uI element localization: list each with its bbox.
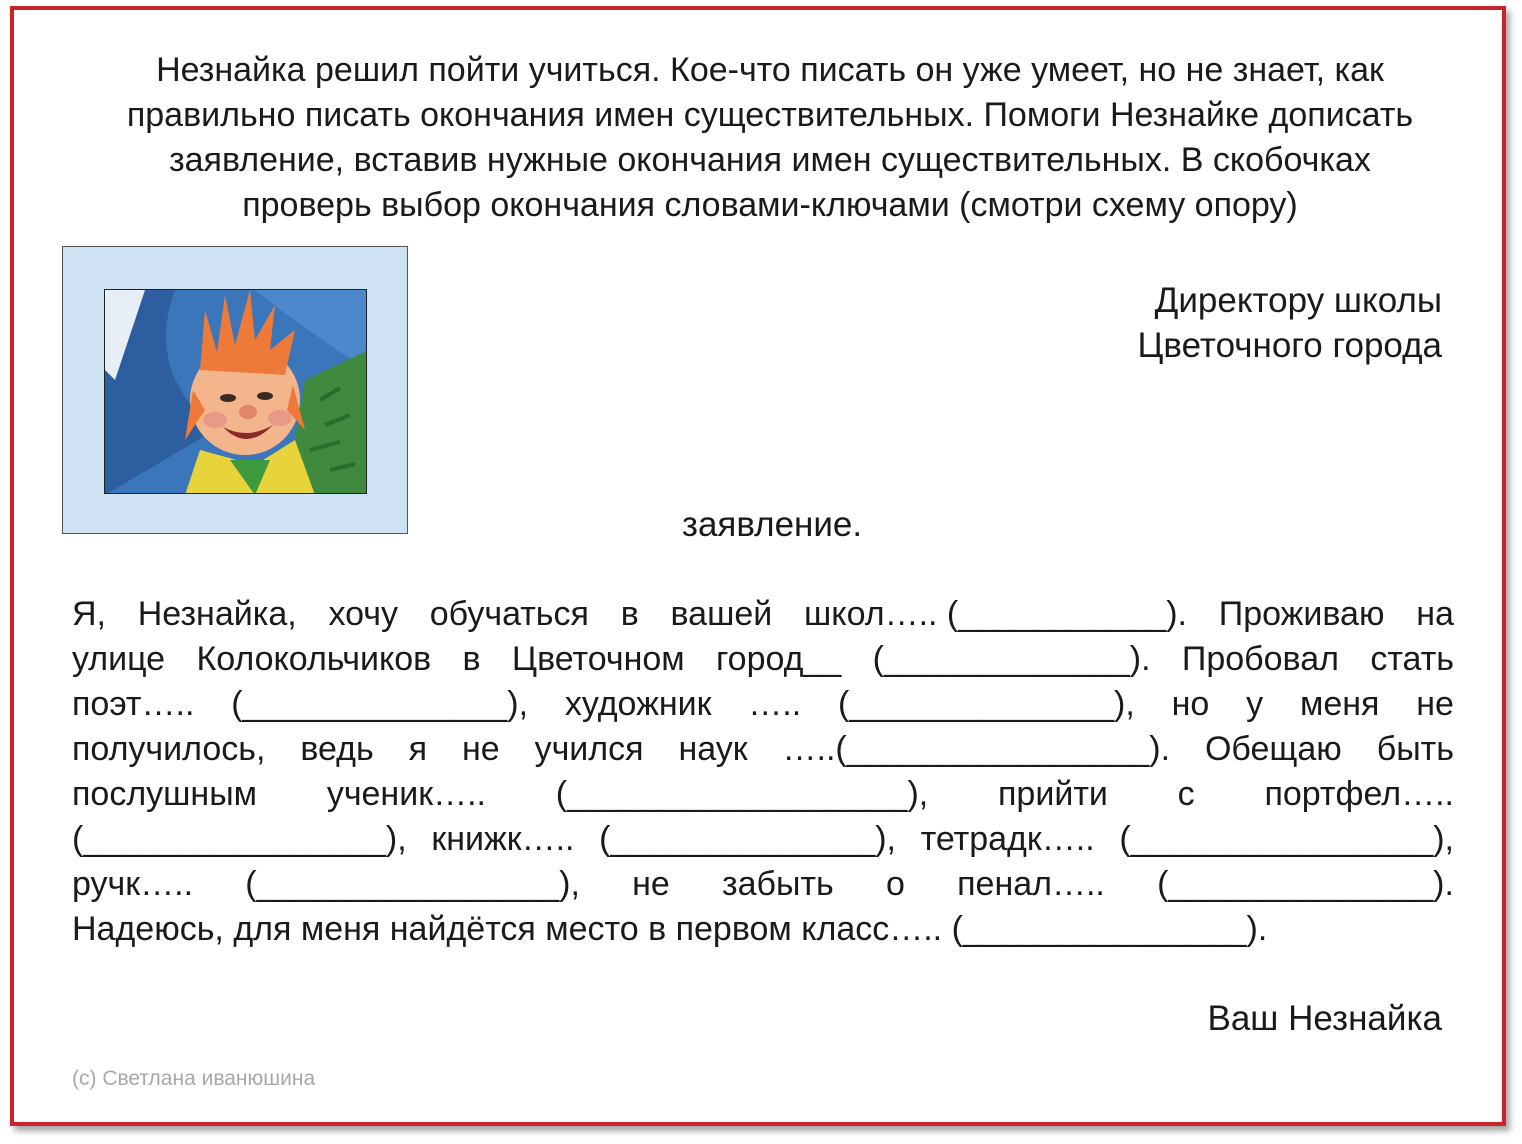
statement-word: (______________), — [838, 685, 1135, 723]
statement-word: наук — [678, 730, 748, 768]
statement-word: не — [1416, 685, 1454, 723]
addressee-block — [1138, 278, 1442, 368]
document-title: заявление. — [681, 505, 863, 544]
statement-word: быть — [1376, 730, 1454, 768]
intro-line: Незнайка решил пойти учиться. Кое-что писать он уже умеет, но не знает, как — [156, 51, 1384, 89]
intro-text — [50, 48, 1490, 228]
statement-word: забыть — [722, 865, 834, 903]
statement-word: (______________). — [1157, 865, 1454, 903]
statement-word: портфел….. — [1264, 775, 1454, 813]
copyright-notice: (с) Светлана иванюшина — [72, 1067, 316, 1090]
statement-word: прийти — [998, 775, 1108, 813]
statement-word: ученик….. — [326, 775, 486, 813]
signature: Ваш Незнайка — [1207, 999, 1442, 1038]
statement-word: школ….. (___________). — [804, 595, 1187, 633]
statement-word: (_____________). — [872, 640, 1151, 678]
statement-word: поэт….. — [72, 685, 195, 723]
statement-word: с — [1177, 775, 1195, 813]
statement-row — [72, 862, 1454, 907]
statement-word: но — [1171, 685, 1210, 723]
statement-word: обучаться — [429, 595, 589, 633]
statement-row-last: Надеюсь, для меня найдётся место в первом класс….. (_______________). — [72, 910, 1268, 948]
statement-word: в — [462, 640, 481, 678]
statement-word: у — [1246, 685, 1264, 723]
statement-body — [72, 592, 1454, 952]
statement-word: (______________), — [231, 685, 529, 723]
statement-row — [72, 637, 1454, 682]
statement-word: меня — [1299, 685, 1380, 723]
statement-word: (________________), — [72, 820, 407, 858]
statement-word: (__________________), — [555, 775, 929, 813]
statement-word: учился — [534, 730, 644, 768]
statement-row — [72, 817, 1454, 862]
statement-word: не — [632, 865, 670, 903]
statement-word: Проживаю — [1218, 595, 1385, 633]
statement-word: я — [408, 730, 428, 768]
statement-word: тетрадк….. — [920, 820, 1095, 858]
statement-word: (________________), — [245, 865, 580, 903]
statement-word: (________________), — [1119, 820, 1454, 858]
statement-row — [72, 592, 1454, 637]
statement-word: ….. — [748, 685, 802, 723]
statement-word: на — [1416, 595, 1454, 633]
statement-row — [72, 772, 1454, 817]
statement-word: Колокольчиков — [196, 640, 432, 678]
statement-word: город__ — [716, 640, 842, 678]
statement-word: получилось, — [72, 730, 266, 768]
statement-word: в — [620, 595, 639, 633]
illustration-frame — [62, 246, 408, 534]
statement-word: художник — [564, 685, 712, 723]
statement-word: книжк….. — [431, 820, 575, 858]
statement-word: Пробовал — [1181, 640, 1339, 678]
addressee-line: Цветочного города — [1137, 326, 1442, 365]
statement-word: о — [885, 865, 905, 903]
statement-word: послушным — [72, 775, 258, 813]
intro-line: заявление, вставив нужные окончания имен существительных. В скобочках — [169, 141, 1371, 179]
page-frame — [10, 6, 1506, 1126]
statement-word: улице — [72, 640, 166, 678]
statement-row — [72, 682, 1454, 727]
statement-word: ручк….. — [72, 865, 194, 903]
statement-word: Цветочном — [511, 640, 685, 678]
statement-word: пенал….. — [957, 865, 1105, 903]
intro-line: правильно писать окончания имен существительных. Помоги Незнайке дописать — [126, 96, 1414, 134]
statement-word: (______________), — [599, 820, 896, 858]
statement-row — [72, 727, 1454, 772]
statement-word: Незнайка, — [137, 595, 297, 633]
intro-line: проверь выбор окончания словами-ключами (смотри схему опору) — [242, 186, 1298, 224]
neznaika-illustration — [104, 289, 367, 494]
statement-word: не — [461, 730, 500, 768]
statement-word: хочу — [328, 595, 398, 633]
statement-word: Я, — [72, 595, 106, 633]
statement-word: …..(________________). — [782, 730, 1171, 768]
statement-word: вашей — [670, 595, 773, 633]
statement-word: стать — [1370, 640, 1454, 678]
statement-word: ведь — [300, 730, 374, 768]
addressee-line: Директору школы — [1154, 281, 1442, 320]
statement-word: Обещаю — [1204, 730, 1342, 768]
